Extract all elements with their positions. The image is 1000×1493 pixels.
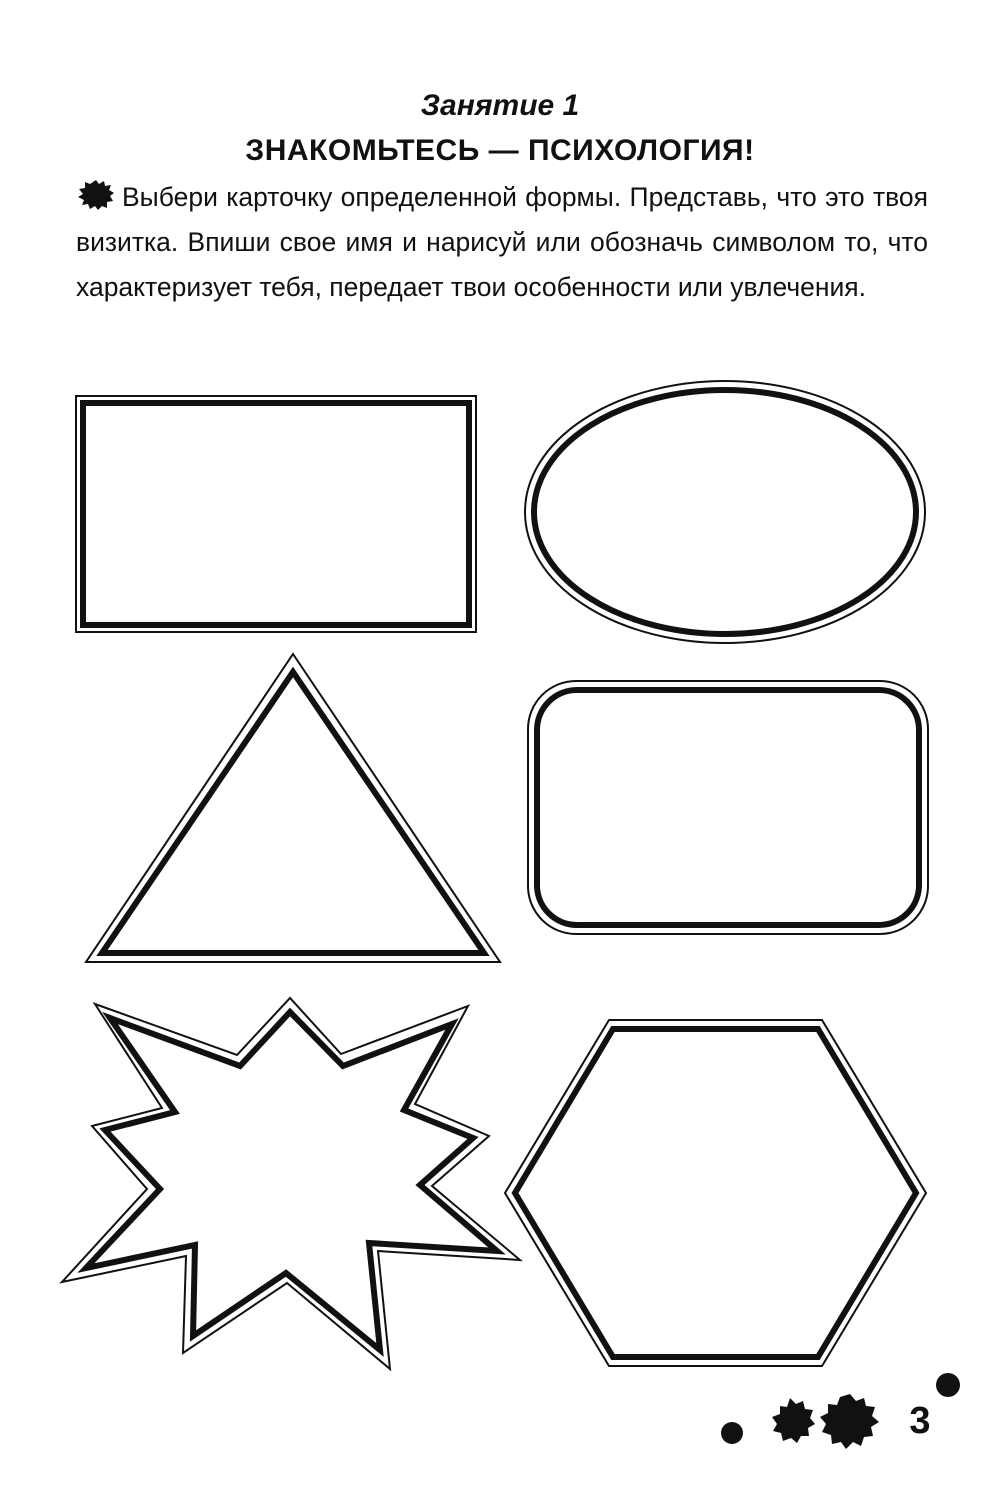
medium-blot-icon — [772, 1398, 815, 1443]
lesson-label: Занятие 1 — [420, 89, 580, 122]
corner-blot-icon — [936, 1373, 960, 1397]
large-blot-icon — [820, 1394, 879, 1449]
page-number: 3 — [909, 1400, 931, 1442]
instruction-text: Выбери карточку определенной формы. Представь, что это твоя визитка. Впиши свое имя и нарисуй или обозначь символом то, что характеризует тебя, передает твои особенности или увлечения. — [76, 182, 928, 302]
page-title: ЗНАКОМЬТЕСЬ — ПСИХОЛОГИЯ! — [245, 134, 755, 167]
small-blot-icon — [721, 1422, 743, 1444]
